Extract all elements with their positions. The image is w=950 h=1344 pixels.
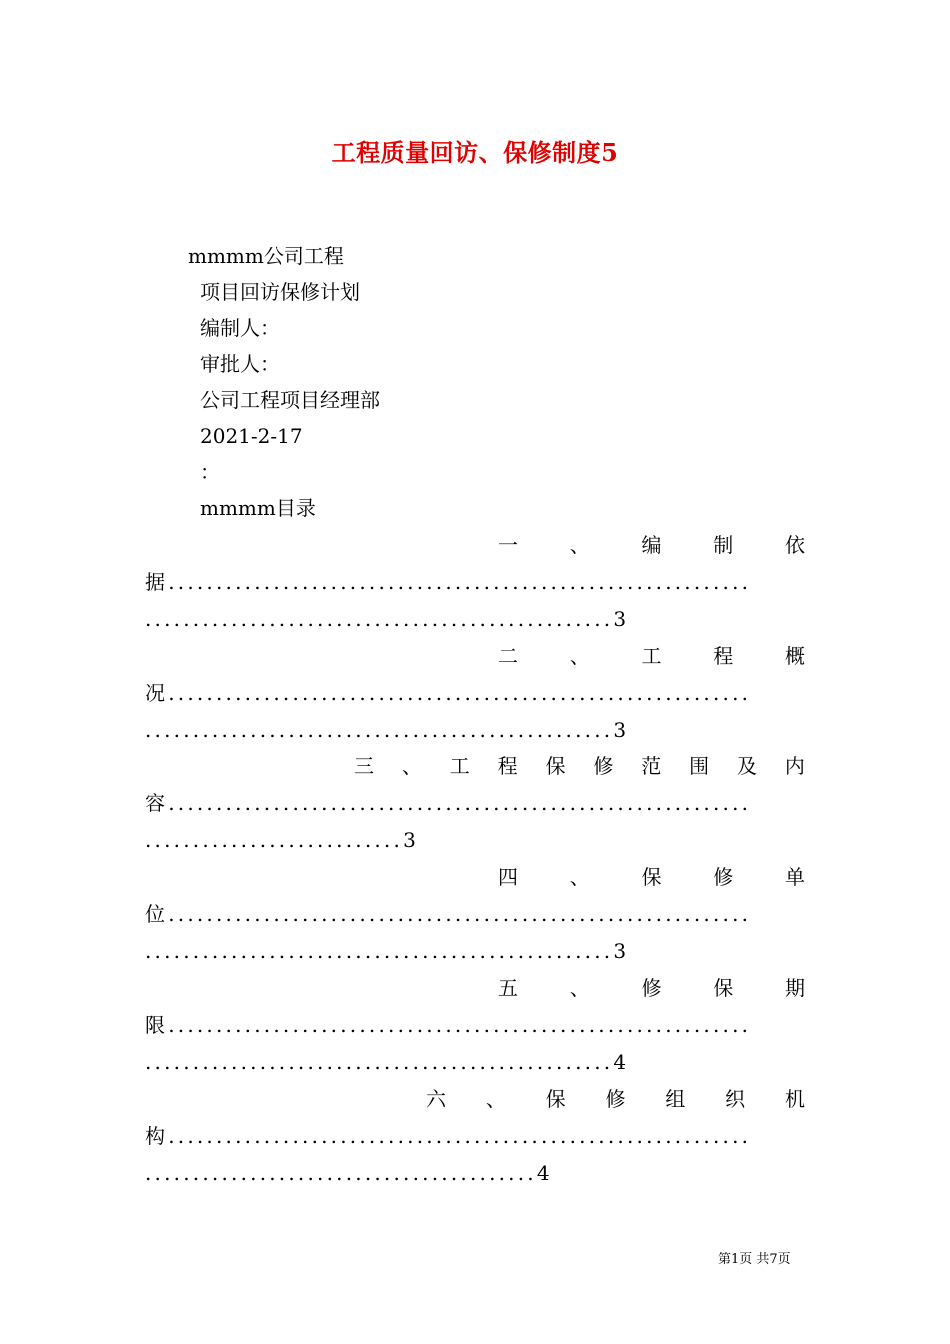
toc-char: 五 [498,976,518,1000]
toc-char: 程 [713,644,734,668]
toc-entry-2-leader: 况............................................................. [145,681,752,705]
page-footer: 第1页 共7页 [718,1252,791,1267]
toc-char: 围 [689,754,710,778]
toc-heading: mmmm目录 [200,496,316,520]
toc-char: 修 [605,1087,626,1111]
toc-char: 、 [485,1087,506,1111]
toc-entry-6-page-line: .........................................4 [145,1161,553,1185]
toc-cont-char: 容 [145,791,169,815]
toc-cont-char: 据 [145,570,169,594]
toc-char: 内 [784,754,805,778]
toc-char: 程 [497,754,518,778]
toc-char: 编 [641,533,662,557]
toc-entry-3-heading[interactable] [354,754,805,778]
toc-char: 、 [569,533,590,557]
toc-entry-3-leader: 容............................................................. [145,791,752,815]
author-label: 编制人： [200,316,280,340]
toc-char: 机 [784,1087,805,1111]
toc-entry-1-heading[interactable] [498,533,805,557]
toc-cont-char: 限 [145,1013,169,1037]
toc-char: 、 [569,976,590,1000]
toc-char: 修 [713,865,734,889]
toc-entry-4-heading[interactable] [498,865,805,889]
toc-char: 保 [545,1087,566,1111]
toc-char: 工 [449,754,470,778]
toc-char: 三 [354,754,374,778]
toc-page-number: 3 [613,607,630,631]
toc-entry-6-heading[interactable] [426,1087,805,1111]
toc-char: 、 [569,644,590,668]
toc-char: 二 [498,644,518,668]
toc-entry-6-leader: 构............................................................. [145,1124,752,1148]
toc-char: 及 [737,754,757,778]
toc-cont-char: 构 [145,1124,169,1148]
toc-page-number: 3 [403,828,419,852]
toc-char: 工 [641,644,662,668]
toc-cont-char: 况 [145,681,169,705]
toc-entry-1-page-line: .................................................3 [145,607,630,631]
toc-page-number: 3 [613,718,630,742]
toc-char: 期 [785,976,805,1000]
toc-page-number: 4 [536,1161,553,1185]
toc-char: 单 [785,865,805,889]
date: 2021-2-17 [200,424,303,448]
toc-char: 修 [593,754,614,778]
toc-char: 保 [545,754,566,778]
department-name: 公司工程项目经理部 [200,388,380,412]
toc-entry-2-heading[interactable] [498,644,805,668]
toc-entry-4-leader: 位............................................................. [145,902,752,926]
toc-char: 范 [641,754,662,778]
toc-char: 、 [401,754,422,778]
toc-entry-5-heading[interactable] [498,976,805,1000]
toc-page-number: 4 [613,1050,630,1074]
toc-char: 组 [665,1087,686,1111]
colon-line: ： [200,460,220,484]
toc-char: 依 [785,533,805,557]
toc-page-number: 3 [613,939,630,963]
toc-char: 、 [569,865,590,889]
toc-entry-3-page-line: ...........................3 [145,828,419,852]
document-title: 工程质量回访、保修制度5 [331,138,619,167]
toc-char: 六 [426,1087,446,1111]
toc-char: 织 [725,1087,746,1111]
plan-name: 项目回访保修计划 [200,280,360,304]
toc-entry-2-page-line: .................................................3 [145,718,630,742]
toc-char: 保 [713,976,734,1000]
approver-label: 审批人： [200,352,280,376]
toc-char: 修 [641,976,662,1000]
company-name: mmmm公司工程 [188,244,344,268]
toc-char: 保 [641,865,662,889]
toc-entry-5-leader: 限............................................................. [145,1013,752,1037]
toc-char: 概 [785,644,805,668]
toc-entry-4-page-line: .................................................3 [145,939,630,963]
toc-char: 四 [498,865,518,889]
toc-char: 制 [713,533,734,557]
toc-entry-5-page-line: .................................................4 [145,1050,630,1074]
toc-cont-char: 位 [145,902,169,926]
toc-entry-1-leader: 据............................................................. [145,570,752,594]
toc-char: 一 [498,533,518,557]
